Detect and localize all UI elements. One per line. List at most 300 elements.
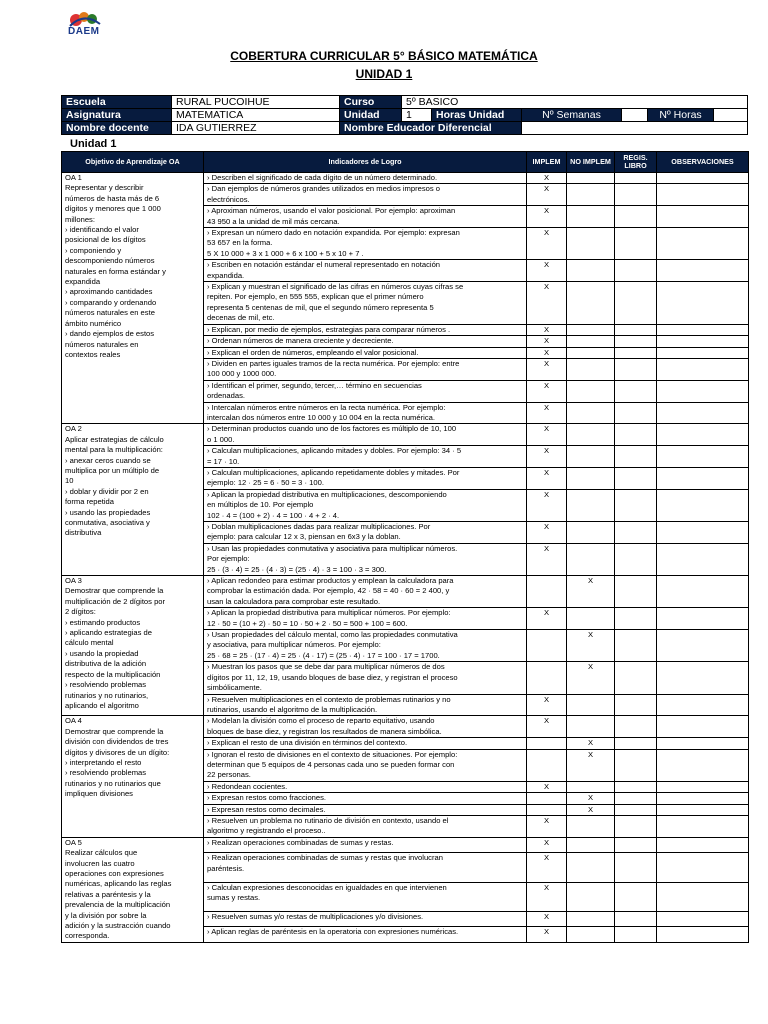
indicator-line: algoritmo y registrando el proceso.. xyxy=(207,826,326,836)
header-objetivo: Objetivo de Aprendizaje OA xyxy=(62,152,204,173)
no-implem-cell xyxy=(567,260,615,282)
indicator-line: › Explican, por medio de ejemplos, estrategias para comparar números . xyxy=(207,324,451,334)
indicator-line: bloques de base diez, y registran los resultados de manera simbólica. xyxy=(207,726,442,736)
curso-value: 5º BASICO xyxy=(402,96,748,109)
regis-libro-cell xyxy=(615,228,657,260)
observaciones-cell xyxy=(657,467,749,489)
indicator-line: › Escriben en notación estándar el numeral representado en notación xyxy=(207,260,441,270)
no-implem-cell xyxy=(567,927,615,942)
oa-line: › comparando y ordenando xyxy=(65,297,157,307)
indicator-line: › Explican el orden de números, empleando el valor posicional. xyxy=(207,347,419,357)
regis-libro-cell xyxy=(615,781,657,792)
indicator-cell xyxy=(204,467,527,489)
oa-line: operaciones con expresiones xyxy=(65,869,164,878)
implem-cell xyxy=(527,630,567,662)
indicator-cell xyxy=(204,749,527,781)
horas-label: Nº Horas xyxy=(648,109,714,122)
indicator-cell xyxy=(204,793,527,804)
no-implem-cell xyxy=(567,184,615,206)
observaciones-cell xyxy=(657,608,749,630)
oa-line: respecto de la multiplicación xyxy=(65,669,161,679)
regis-libro-cell xyxy=(615,380,657,402)
observaciones-cell xyxy=(657,489,749,521)
indicator-line: ejemplo: para calcular 12 x 3, piensan en 6x3 y la doblan. xyxy=(207,532,401,542)
indicator-cell xyxy=(204,206,527,228)
indicator-line: 25 · (3 · 4) = 25 · (4 · 3) = (25 · 4) · 3 = 100 · 3 = 300. xyxy=(207,564,387,574)
oa-line: distributiva de la adición xyxy=(65,659,147,669)
indicator-cell xyxy=(204,324,527,335)
oa-line: › componiendo y xyxy=(65,245,122,255)
observaciones-cell xyxy=(657,793,749,804)
regis-libro-cell xyxy=(615,446,657,468)
educador-label: Nombre Educador Diferencial xyxy=(340,122,522,135)
oa-line: OA 1 xyxy=(65,173,82,182)
indicator-line: decenas de mil, etc. xyxy=(207,313,275,323)
indicator-line: › Intercalan números entre números en la recta numérica. Por ejemplo: xyxy=(207,402,446,412)
indicator-line: › Usan propiedades del cálculo mental, como las propiedades conmutativa xyxy=(207,630,458,640)
observaciones-cell xyxy=(657,694,749,716)
oa-line: descomponiendo números xyxy=(65,256,155,266)
implem-cell: X xyxy=(527,380,567,402)
regis-libro-cell xyxy=(615,522,657,544)
indicator-line: › Expresan restos como fracciones. xyxy=(207,793,327,803)
implem-cell: X xyxy=(527,173,567,184)
oa-line: › resolviendo problemas xyxy=(65,768,147,778)
indicator-cell xyxy=(204,927,527,942)
no-implem-cell xyxy=(567,206,615,228)
indicator-cell xyxy=(204,662,527,694)
indicator-line: › Ignoran el resto de divisiones en el contexto de situaciones. Por ejemplo: xyxy=(207,749,458,759)
regis-libro-cell xyxy=(615,912,657,927)
implem-cell xyxy=(527,749,567,781)
oa-line: Realizar cálculos que xyxy=(65,848,138,858)
no-implem-cell xyxy=(567,489,615,521)
oa-line: › usando la propiedad xyxy=(65,648,139,658)
indicator-line: representa 5 centenas de mil, que el segundo número representa 5 xyxy=(207,302,434,312)
oa-line: rutinarios y no rutinarios, xyxy=(65,690,149,700)
indicator-line: › Aproximan números, usando el valor posicional. Por ejemplo: aproximan xyxy=(207,206,456,216)
indicator-line: ejemplo: 12 · 25 = 6 · 50 = 3 · 100. xyxy=(207,478,324,488)
no-implem-cell xyxy=(567,446,615,468)
oa-line: numéricas, aplicando las reglas xyxy=(65,879,172,889)
regis-libro-cell xyxy=(615,608,657,630)
oa-line: › resolviendo problemas xyxy=(65,680,147,690)
indicator-line: › Resuelven un problema no rutinario de división en contexto, usando el xyxy=(207,815,449,825)
observaciones-cell xyxy=(657,380,749,402)
implem-cell: X xyxy=(527,543,567,575)
unidad-value: 1 xyxy=(402,109,432,122)
regis-libro-cell xyxy=(615,324,657,335)
regis-libro-cell xyxy=(615,694,657,716)
table-row xyxy=(62,576,749,608)
regis-libro-cell xyxy=(615,424,657,446)
implem-cell: X xyxy=(527,184,567,206)
observaciones-cell xyxy=(657,716,749,738)
indicator-cell xyxy=(204,694,527,716)
indicator-cell xyxy=(204,260,527,282)
table-row xyxy=(62,424,749,446)
implem-cell: X xyxy=(527,402,567,424)
indicator-line: › Determinan productos cuando uno de los factores es múltiplo de 10, 100 xyxy=(207,424,457,434)
implem-cell: X xyxy=(527,927,567,942)
regis-libro-cell xyxy=(615,336,657,347)
indicator-line: › Expresan un número dado en notación expandida. Por ejemplo: expresan xyxy=(207,228,460,238)
indicator-line: › Aplican redondeo para estimar productos y emplean la calculadora para xyxy=(207,576,454,586)
indicator-cell xyxy=(204,347,527,358)
oa-line: adición y la sustracción cuando xyxy=(65,921,171,931)
header-implem: IMPLEM xyxy=(527,152,567,173)
indicator-line: › Aplican la propiedad distributiva para multiplicar números. Por ejemplo: xyxy=(207,608,451,618)
observaciones-cell xyxy=(657,324,749,335)
regis-libro-cell xyxy=(615,793,657,804)
oa-line: rutinarios y no rutinarios que xyxy=(65,778,161,788)
indicator-line: › Muestran los pasos que se debe dar para multiplicar números de dos xyxy=(207,662,445,672)
no-implem-cell xyxy=(567,380,615,402)
observaciones-cell xyxy=(657,358,749,380)
indicator-line: o 1 000. xyxy=(207,434,235,444)
regis-libro-cell xyxy=(615,184,657,206)
indicator-line: › Resuelven sumas y/o restas de multiplicaciones y/o divisiones. xyxy=(207,912,424,922)
oa-line: división con dividendos de tres xyxy=(65,737,169,747)
indicator-line: 5 X 10 000 + 3 x 1 000 + 6 x 100 + 5 x 10 + 7 . xyxy=(207,248,364,258)
observaciones-cell xyxy=(657,206,749,228)
regis-libro-cell xyxy=(615,206,657,228)
indicator-line: › Aplican la propiedad distributiva en multiplicaciones, descomponiendo xyxy=(207,489,447,499)
implem-cell: X xyxy=(527,260,567,282)
indicator-line: › Realizan operaciones combinadas de sumas y restas que involucran xyxy=(207,853,443,863)
observaciones-cell xyxy=(657,336,749,347)
indicator-line: › Usan las propiedades conmutativa y asociativa para multiplicar números. xyxy=(207,543,458,553)
oa-line: posicional de los dígitos xyxy=(65,235,146,245)
oa-line: multiplica por un múltiplo de xyxy=(65,465,160,475)
indicator-cell xyxy=(204,543,527,575)
indicator-cell xyxy=(204,804,527,815)
no-implem-cell xyxy=(567,228,615,260)
oa-line: números naturales en xyxy=(65,339,139,349)
no-implem-cell xyxy=(567,173,615,184)
indicator-cell xyxy=(204,282,527,325)
observaciones-cell xyxy=(657,424,749,446)
oa-line: Representar y describir xyxy=(65,183,144,193)
oa-line: mental para la multiplicación: xyxy=(65,445,163,455)
indicator-cell xyxy=(204,630,527,662)
docente-value: IDA GUTIERREZ xyxy=(172,122,340,135)
no-implem-cell xyxy=(567,608,615,630)
oa-line: › estimando productos xyxy=(65,617,141,627)
horas-unidad-label: Horas Unidad xyxy=(432,109,522,122)
indicator-cell xyxy=(204,815,527,837)
document-subtitle: UNIDAD 1 xyxy=(355,67,413,81)
horas-value xyxy=(714,109,748,122)
implem-cell: X xyxy=(527,358,567,380)
oa-line: Aplicar estrategias de cálculo xyxy=(65,434,164,444)
oa-line: impliquen divisiones xyxy=(65,789,133,799)
oa-cell xyxy=(62,837,204,942)
oa-line: OA 4 xyxy=(65,716,82,726)
implem-cell: X xyxy=(527,608,567,630)
no-implem-cell: X xyxy=(567,662,615,694)
oa-cell xyxy=(62,424,204,576)
indicator-line: y asociativa, para multiplicar números. Por ejemplo: xyxy=(207,640,381,650)
implem-cell: X xyxy=(527,489,567,521)
document-title: COBERTURA CURRICULAR 5° BÁSICO MATEMÁTICA xyxy=(230,49,538,63)
indicator-line: › Calculan expresiones desconocidas en igualdades en que intervienen xyxy=(207,882,447,892)
indicator-cell xyxy=(204,912,527,927)
semanas-value xyxy=(622,109,648,122)
docente-label: Nombre docente xyxy=(62,122,172,135)
oa-cell xyxy=(62,173,204,424)
observaciones-cell xyxy=(657,781,749,792)
table-row xyxy=(62,716,749,738)
indicator-line: 43 950 a la unidad de mil más cercana. xyxy=(207,216,340,226)
regis-libro-cell xyxy=(615,749,657,781)
indicator-line: = 17 · 10. xyxy=(207,456,240,466)
oa-line: millones: xyxy=(65,214,95,224)
no-implem-cell: X xyxy=(567,793,615,804)
no-implem-cell xyxy=(567,424,615,446)
implem-cell: X xyxy=(527,837,567,852)
implem-cell: X xyxy=(527,206,567,228)
implem-cell: X xyxy=(527,467,567,489)
regis-libro-cell xyxy=(615,837,657,852)
oa-line: relativas a paréntesis y la xyxy=(65,889,151,899)
no-implem-cell: X xyxy=(567,630,615,662)
indicator-cell xyxy=(204,738,527,749)
no-implem-cell xyxy=(567,467,615,489)
implem-cell: X xyxy=(527,336,567,347)
indicator-cell xyxy=(204,608,527,630)
oa-line: números de hasta más de 6 xyxy=(65,193,160,203)
indicator-line: sumas y restas. xyxy=(207,893,261,903)
observaciones-cell xyxy=(657,543,749,575)
indicator-line: simbólicamente. xyxy=(207,683,262,693)
oa-line: › aproximando cantidades xyxy=(65,287,153,297)
indicator-cell xyxy=(204,716,527,738)
indicator-line: › Redondean cocientes. xyxy=(207,781,288,791)
oa-line: › usando las propiedades xyxy=(65,507,151,517)
indicator-line: › Identifican el primer, segundo, tercer,… término en secuencias xyxy=(207,380,422,390)
no-implem-cell xyxy=(567,347,615,358)
oa-line: 2 dígitos: xyxy=(65,607,96,617)
oa-line: dígitos y menores que 1 000 xyxy=(65,204,161,214)
oa-line: OA 2 xyxy=(65,424,82,434)
unidad-heading: Unidad 1 xyxy=(70,138,117,150)
observaciones-cell xyxy=(657,853,749,882)
indicator-line: expandida. xyxy=(207,270,245,280)
no-implem-cell xyxy=(567,282,615,325)
no-implem-cell xyxy=(567,543,615,575)
oa-line: multiplicación de 2 dígitos por xyxy=(65,596,166,606)
implem-cell: X xyxy=(527,716,567,738)
indicator-line: usan la calculadora para comprobar este resultado. xyxy=(207,596,381,606)
indicator-line: 25 · 68 = 25 · (17 · 4) = 25 · (4 · 17) = (25 · 4) · 17 = 100 · 17 = 1700. xyxy=(207,650,440,660)
regis-libro-cell xyxy=(615,543,657,575)
no-implem-cell xyxy=(567,336,615,347)
no-implem-cell xyxy=(567,522,615,544)
no-implem-cell xyxy=(567,402,615,424)
no-implem-cell xyxy=(567,853,615,882)
implem-cell: X xyxy=(527,522,567,544)
indicator-cell xyxy=(204,336,527,347)
no-implem-cell xyxy=(567,781,615,792)
indicator-line: › Dan ejemplos de números grandes utilizados en medios impresos o xyxy=(207,184,440,194)
oa-line: › anexar ceros cuando se xyxy=(65,455,151,465)
indicator-line: › Calculan multiplicaciones, aplicando repetidamente dobles y mitades. Por xyxy=(207,467,460,477)
header-no-implem: NO IMPLEM xyxy=(567,152,615,173)
indicator-line: › Explican y muestran el significado de las cifras en números cuyas cifras se xyxy=(207,282,464,292)
indicator-cell xyxy=(204,853,527,882)
indicator-line: ordenadas. xyxy=(207,391,245,401)
oa-line: Demostrar que comprende la xyxy=(65,726,164,736)
oa-line: prevalencia de la multiplicación xyxy=(65,900,171,910)
oa-line: › interpretando el resto xyxy=(65,757,142,767)
info-table xyxy=(61,95,748,135)
regis-libro-cell xyxy=(615,467,657,489)
observaciones-cell xyxy=(657,282,749,325)
implem-cell xyxy=(527,793,567,804)
oa-line: contextos reales xyxy=(65,349,121,359)
indicator-line: rutinarios, usando el algoritmo de la multiplicación. xyxy=(207,704,378,714)
indicator-line: › Doblan multiplicaciones dadas para realizar multiplicaciones. Por xyxy=(207,522,431,531)
oa-line: cálculo mental xyxy=(65,638,114,648)
oa-line: involucren las cuatro xyxy=(65,858,135,868)
oa-line: Demostrar que comprende la xyxy=(65,586,164,596)
regis-libro-cell xyxy=(615,402,657,424)
indicator-line: determinan que 5 equipos de 4 personas cada uno se pueden formar con xyxy=(207,759,455,769)
oa-cell xyxy=(62,576,204,716)
implem-cell xyxy=(527,738,567,749)
no-implem-cell: X xyxy=(567,576,615,608)
oa-line: y la división por sobre la xyxy=(65,910,147,920)
implem-cell xyxy=(527,662,567,694)
observaciones-cell xyxy=(657,837,749,852)
no-implem-cell xyxy=(567,912,615,927)
table-row xyxy=(62,837,749,852)
indicator-line: 12 · 50 = (10 + 2) · 50 = 10 · 50 + 2 · 50 = 500 + 100 = 600. xyxy=(207,618,408,628)
educador-value xyxy=(522,122,748,135)
regis-libro-cell xyxy=(615,260,657,282)
observaciones-cell xyxy=(657,815,749,837)
indicator-line: › Expresan restos como decimales. xyxy=(207,804,326,814)
oa-line: › aplicando estrategias de xyxy=(65,628,152,638)
no-implem-cell xyxy=(567,694,615,716)
oa-line: 10 xyxy=(65,476,74,486)
implem-cell xyxy=(527,576,567,608)
observaciones-cell xyxy=(657,576,749,608)
oa-line: expandida xyxy=(65,277,101,287)
observaciones-cell xyxy=(657,749,749,781)
indicator-line: › Calculan multiplicaciones, aplicando mitades y dobles. Por ejemplo: 34 · 5 xyxy=(207,446,462,456)
escuela-label: Escuela xyxy=(62,96,172,109)
header-observaciones: OBSERVACIONES xyxy=(657,152,749,173)
observaciones-cell xyxy=(657,738,749,749)
indicator-cell xyxy=(204,837,527,852)
no-implem-cell xyxy=(567,324,615,335)
asignatura-value: MATEMATICA xyxy=(172,109,340,122)
curso-label: Curso xyxy=(340,96,402,109)
implem-cell: X xyxy=(527,815,567,837)
indicator-line: comprobar la estimación dada. Por ejemplo, 42 · 58 = 40 · 60 = 2 400, y xyxy=(207,586,450,596)
observaciones-cell xyxy=(657,347,749,358)
indicator-cell xyxy=(204,576,527,608)
indicator-cell xyxy=(204,402,527,424)
regis-libro-cell xyxy=(615,804,657,815)
observaciones-cell xyxy=(657,662,749,694)
indicator-line: › Aplican reglas de paréntesis en la operatoria con expresiones numéricas. xyxy=(207,927,459,937)
indicator-line: 102 · 4 = (100 + 2) · 4 = 100 · 4 + 2 · 4. xyxy=(207,510,340,520)
indicator-cell xyxy=(204,358,527,380)
no-implem-cell: X xyxy=(567,804,615,815)
no-implem-cell xyxy=(567,837,615,852)
indicator-line: Por ejemplo: xyxy=(207,554,250,564)
escuela-value: RURAL PUCOIHUE xyxy=(172,96,340,109)
indicator-cell xyxy=(204,489,527,521)
regis-libro-cell xyxy=(615,576,657,608)
indicator-cell xyxy=(204,228,527,260)
oa-line: › doblar y dividir por 2 en xyxy=(65,486,149,496)
indicator-cell xyxy=(204,522,527,544)
observaciones-cell xyxy=(657,173,749,184)
regis-libro-cell xyxy=(615,927,657,942)
no-implem-cell xyxy=(567,358,615,380)
regis-libro-cell xyxy=(615,815,657,837)
indicator-line: en múltiplos de 10. Por ejemplo xyxy=(207,500,314,510)
oa-line: dígitos y divisores de un dígito: xyxy=(65,747,170,757)
no-implem-cell: X xyxy=(567,749,615,781)
oa-line: › identificando el valor xyxy=(65,225,139,235)
regis-libro-cell xyxy=(615,853,657,882)
indicator-line: paréntesis. xyxy=(207,863,245,873)
indicator-cell xyxy=(204,446,527,468)
indicator-cell xyxy=(204,882,527,911)
indicator-line: 53 657 en la forma. xyxy=(207,238,273,248)
oa-line: conmutativa, asociativa y xyxy=(65,518,150,527)
oa-line: números naturales en este xyxy=(65,308,155,318)
observaciones-cell xyxy=(657,630,749,662)
implem-cell: X xyxy=(527,228,567,260)
observaciones-cell xyxy=(657,184,749,206)
regis-libro-cell xyxy=(615,358,657,380)
indicator-line: › Explican el resto de una división en términos del contexto. xyxy=(207,738,408,748)
oa-line: OA 3 xyxy=(65,576,82,586)
unidad-label: Unidad xyxy=(340,109,402,122)
implem-cell: X xyxy=(527,694,567,716)
regis-libro-cell xyxy=(615,716,657,738)
implem-cell: X xyxy=(527,853,567,882)
regis-libro-cell xyxy=(615,662,657,694)
indicator-line: repiten. Por ejemplo, en 555 555, explican que el primer número xyxy=(207,292,424,302)
table-row xyxy=(62,173,749,184)
regis-libro-cell xyxy=(615,489,657,521)
oa-line: OA 5 xyxy=(65,837,82,847)
indicator-line: electrónicos. xyxy=(207,194,250,204)
no-implem-cell: X xyxy=(567,738,615,749)
implem-cell xyxy=(527,804,567,815)
implem-cell: X xyxy=(527,347,567,358)
oa-line: distributiva xyxy=(65,528,102,538)
oa-line: corresponda. xyxy=(65,931,110,941)
semanas-label: Nº Semanas xyxy=(522,109,622,122)
indicator-line: dígitos por 11, 12, 19, usando bloques de base diez, y registran el proceso xyxy=(207,672,458,682)
implem-cell: X xyxy=(527,424,567,446)
implem-cell: X xyxy=(527,912,567,927)
implem-cell: X xyxy=(527,282,567,325)
implem-cell: X xyxy=(527,324,567,335)
indicator-line: › Resuelven multiplicaciones en el contexto de problemas rutinarios y no xyxy=(207,694,451,704)
observaciones-cell xyxy=(657,260,749,282)
indicator-line: 100 000 y 1000 000. xyxy=(207,369,277,379)
regis-libro-cell xyxy=(615,630,657,662)
